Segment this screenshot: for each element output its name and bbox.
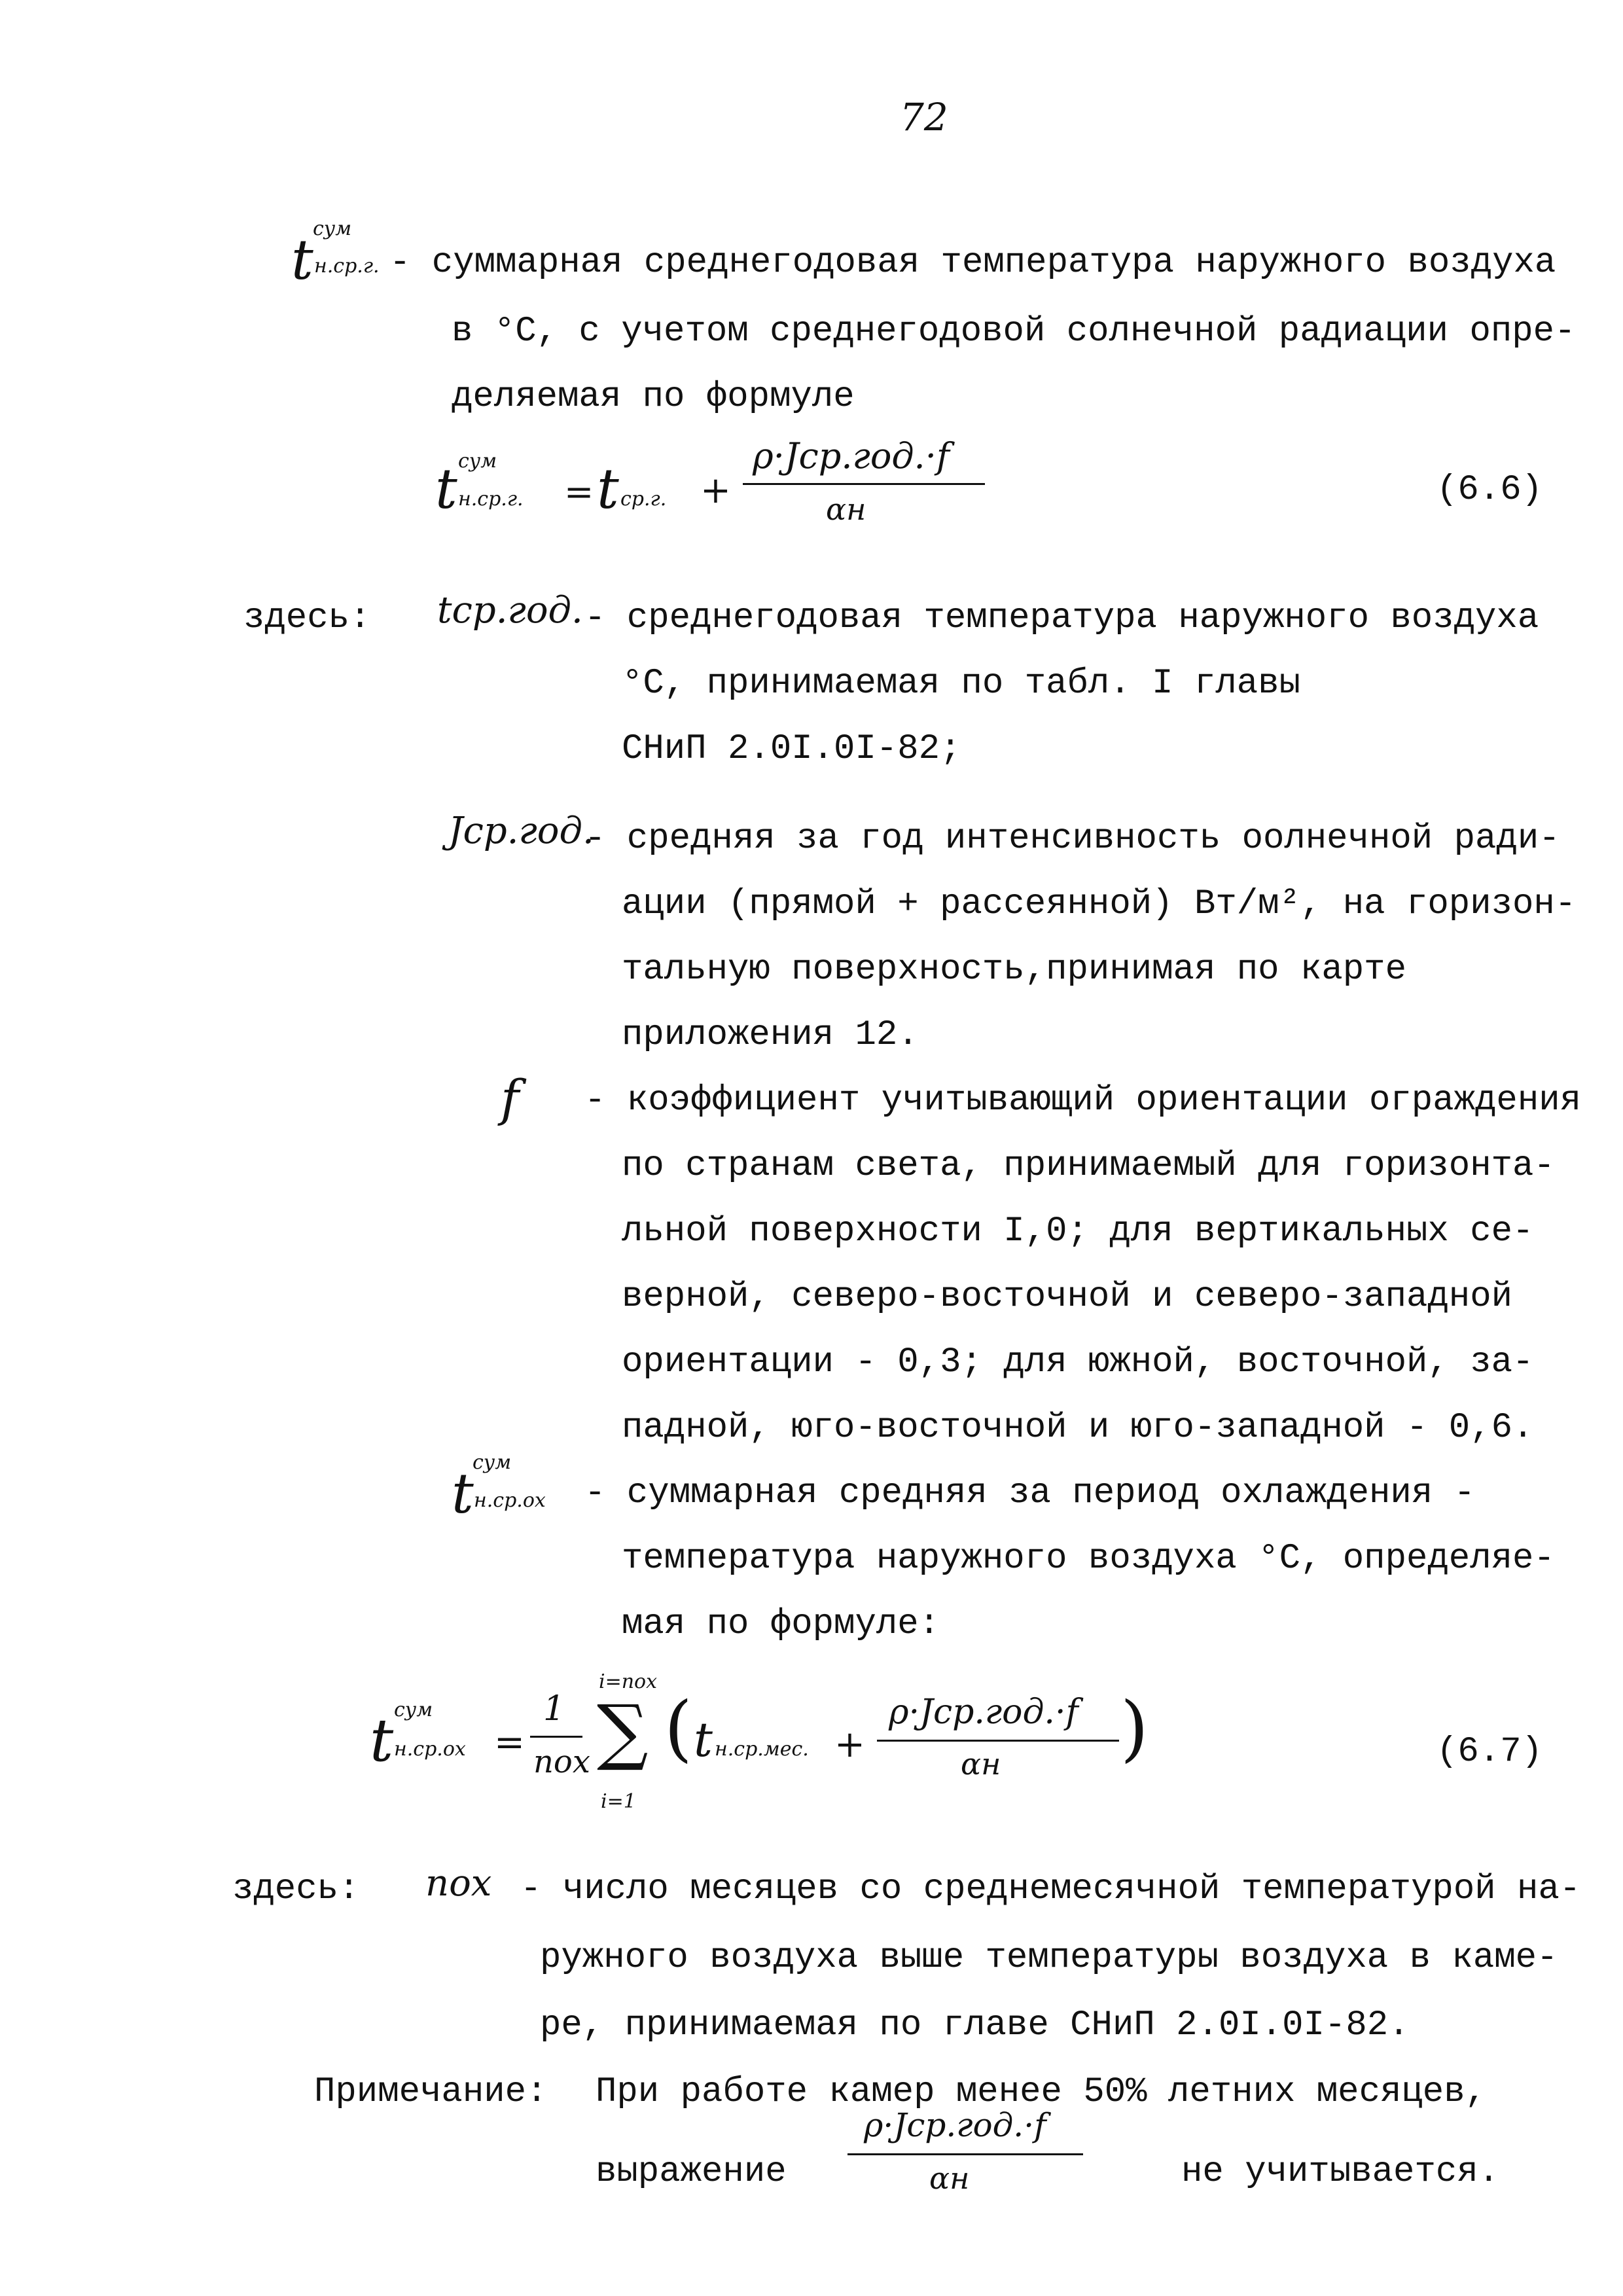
symbol-f: f: [501, 1069, 520, 1127]
t-srgod-line-3: СНиП 2.0I.0I-82;: [622, 729, 961, 769]
symbol-subscript: н.ср.г.: [314, 255, 380, 278]
formula1-t2: t: [597, 457, 619, 521]
formula2-t-term: t: [694, 1712, 713, 1767]
equation-number-6-6: (6.6): [1436, 470, 1543, 510]
formula2-frac-num: 1: [543, 1689, 565, 1729]
formula2-numerator: ρ·Jср.год.·f: [889, 1693, 1079, 1732]
formula1-lhs-sub: н.ср.г.: [458, 488, 524, 511]
f-line-5: ориентации - 0,3; для южной, восточной, за-: [622, 1342, 1534, 1382]
note-numerator: ρ·Jср.год.·f: [864, 2106, 1046, 2144]
f-line-1: - коэффициент учитывающий ориентации ограждения: [584, 1081, 1582, 1121]
def1-line-2: в °С, с учетом среднегодовой солнечной радиации опре-: [452, 312, 1576, 351]
f-line-2: по странам света, принимаемый для горизонта-: [622, 1146, 1555, 1186]
t-nsrox-line-1: - суммарная средняя за период охлаждения -: [584, 1473, 1476, 1513]
fraction-line: [877, 1740, 1119, 1742]
fraction-line: [530, 1736, 582, 1738]
formula1-lhs-sup: сум: [458, 450, 497, 473]
symbol-t: t: [291, 228, 313, 292]
def1-line-3: деляемая по формуле: [452, 377, 855, 417]
note-line-1: При работе камер менее 50% летних месяцев,: [596, 2072, 1487, 2112]
j-line-2: ации (прямой + рассеянной) Вт/м², на горизон-: [622, 884, 1577, 924]
formula2-lhs-t: t: [370, 1706, 394, 1775]
here-label-2: здесь:: [232, 1869, 360, 1909]
symbol-nox: nох: [425, 1862, 492, 1905]
j-line-1: - средняя за год интенсивность оолнечной ради-: [584, 819, 1560, 859]
note-prefix: выражение: [596, 2152, 787, 2192]
sum-lower-limit: i=1: [601, 1790, 636, 1813]
formula1-numerator: ρ·Jср.год.·f: [753, 435, 950, 476]
note-denominator: αн: [929, 2161, 970, 2196]
here-label: здесь:: [243, 598, 371, 638]
equation-number-6-7: (6.7): [1436, 1732, 1543, 1772]
symbol-t-srgod: tср.год.: [437, 589, 583, 632]
j-line-4: приложения 12.: [622, 1015, 919, 1055]
fraction-line: [743, 483, 985, 485]
formula2-plus: +: [834, 1723, 865, 1766]
note-label: Примечание:: [314, 2072, 548, 2112]
formula2-lhs-sup: сум: [394, 1698, 433, 1721]
open-paren: (: [664, 1686, 692, 1770]
symbol-t-nsrox-sup: сум: [473, 1451, 512, 1474]
sum-sign: ∑: [597, 1689, 649, 1773]
j-line-3: тальную поверхность,принимая по карте: [622, 950, 1406, 990]
formula2-frac-den: nох: [533, 1744, 590, 1780]
note-suffix: не учитывается.: [1181, 2152, 1500, 2192]
symbol-j-srgod: Jср.год.: [448, 810, 594, 852]
t-srgod-line-2: °С, принимаемая по табл. I главы: [622, 664, 1300, 704]
f-line-4: верной, северо-восточной и северо-западной: [622, 1277, 1513, 1317]
symbol-t-nsrox: t: [452, 1462, 474, 1526]
symbol-t-nsrox-sub: н.ср.ох: [474, 1489, 546, 1512]
nox-line-1: - число месяцев со среднемесячной температурой на-: [520, 1869, 1581, 1909]
formula2-equals: =: [494, 1721, 525, 1764]
nox-line-2: ружного воздуха выше температуры воздуха в каме-: [540, 1938, 1558, 1978]
formula2-denominator: αн: [961, 1746, 1001, 1782]
formula2-t-term-sub: н.ср.мес.: [715, 1738, 809, 1761]
nox-line-3: ре, принимаемая по главе СНиП 2.0I.0I-82.: [540, 2005, 1410, 2045]
fraction-line: [847, 2153, 1083, 2155]
t-nsrox-line-2: температура наружного воздуха °С, определяе-: [622, 1539, 1555, 1579]
formula2-lhs-sub: н.ср.ох: [394, 1738, 466, 1761]
formula1-equals: =: [564, 471, 594, 512]
sum-upper-limit: i=nох: [599, 1670, 658, 1693]
symbol-superscript: сум: [313, 217, 352, 240]
close-paren: ): [1120, 1686, 1149, 1770]
page-number: 72: [900, 95, 948, 139]
def1-line-1: - суммарная среднегодовая температура наружного воздуха: [389, 243, 1556, 283]
formula1-lhs-t: t: [435, 457, 457, 521]
formula1-t2-sub: ср.г.: [620, 488, 667, 511]
t-srgod-line-1: - среднегодовая температура наружного воздуха: [584, 598, 1539, 638]
f-line-3: льной поверхности I,0; для вертикальных се-: [622, 1211, 1534, 1251]
t-nsrox-line-3: мая по формуле:: [622, 1604, 940, 1644]
f-line-6: падной, юго-восточной и юго-западной - 0,6.: [622, 1408, 1534, 1448]
formula1-plus: +: [700, 469, 731, 512]
formula1-denominator: αн: [826, 492, 866, 527]
